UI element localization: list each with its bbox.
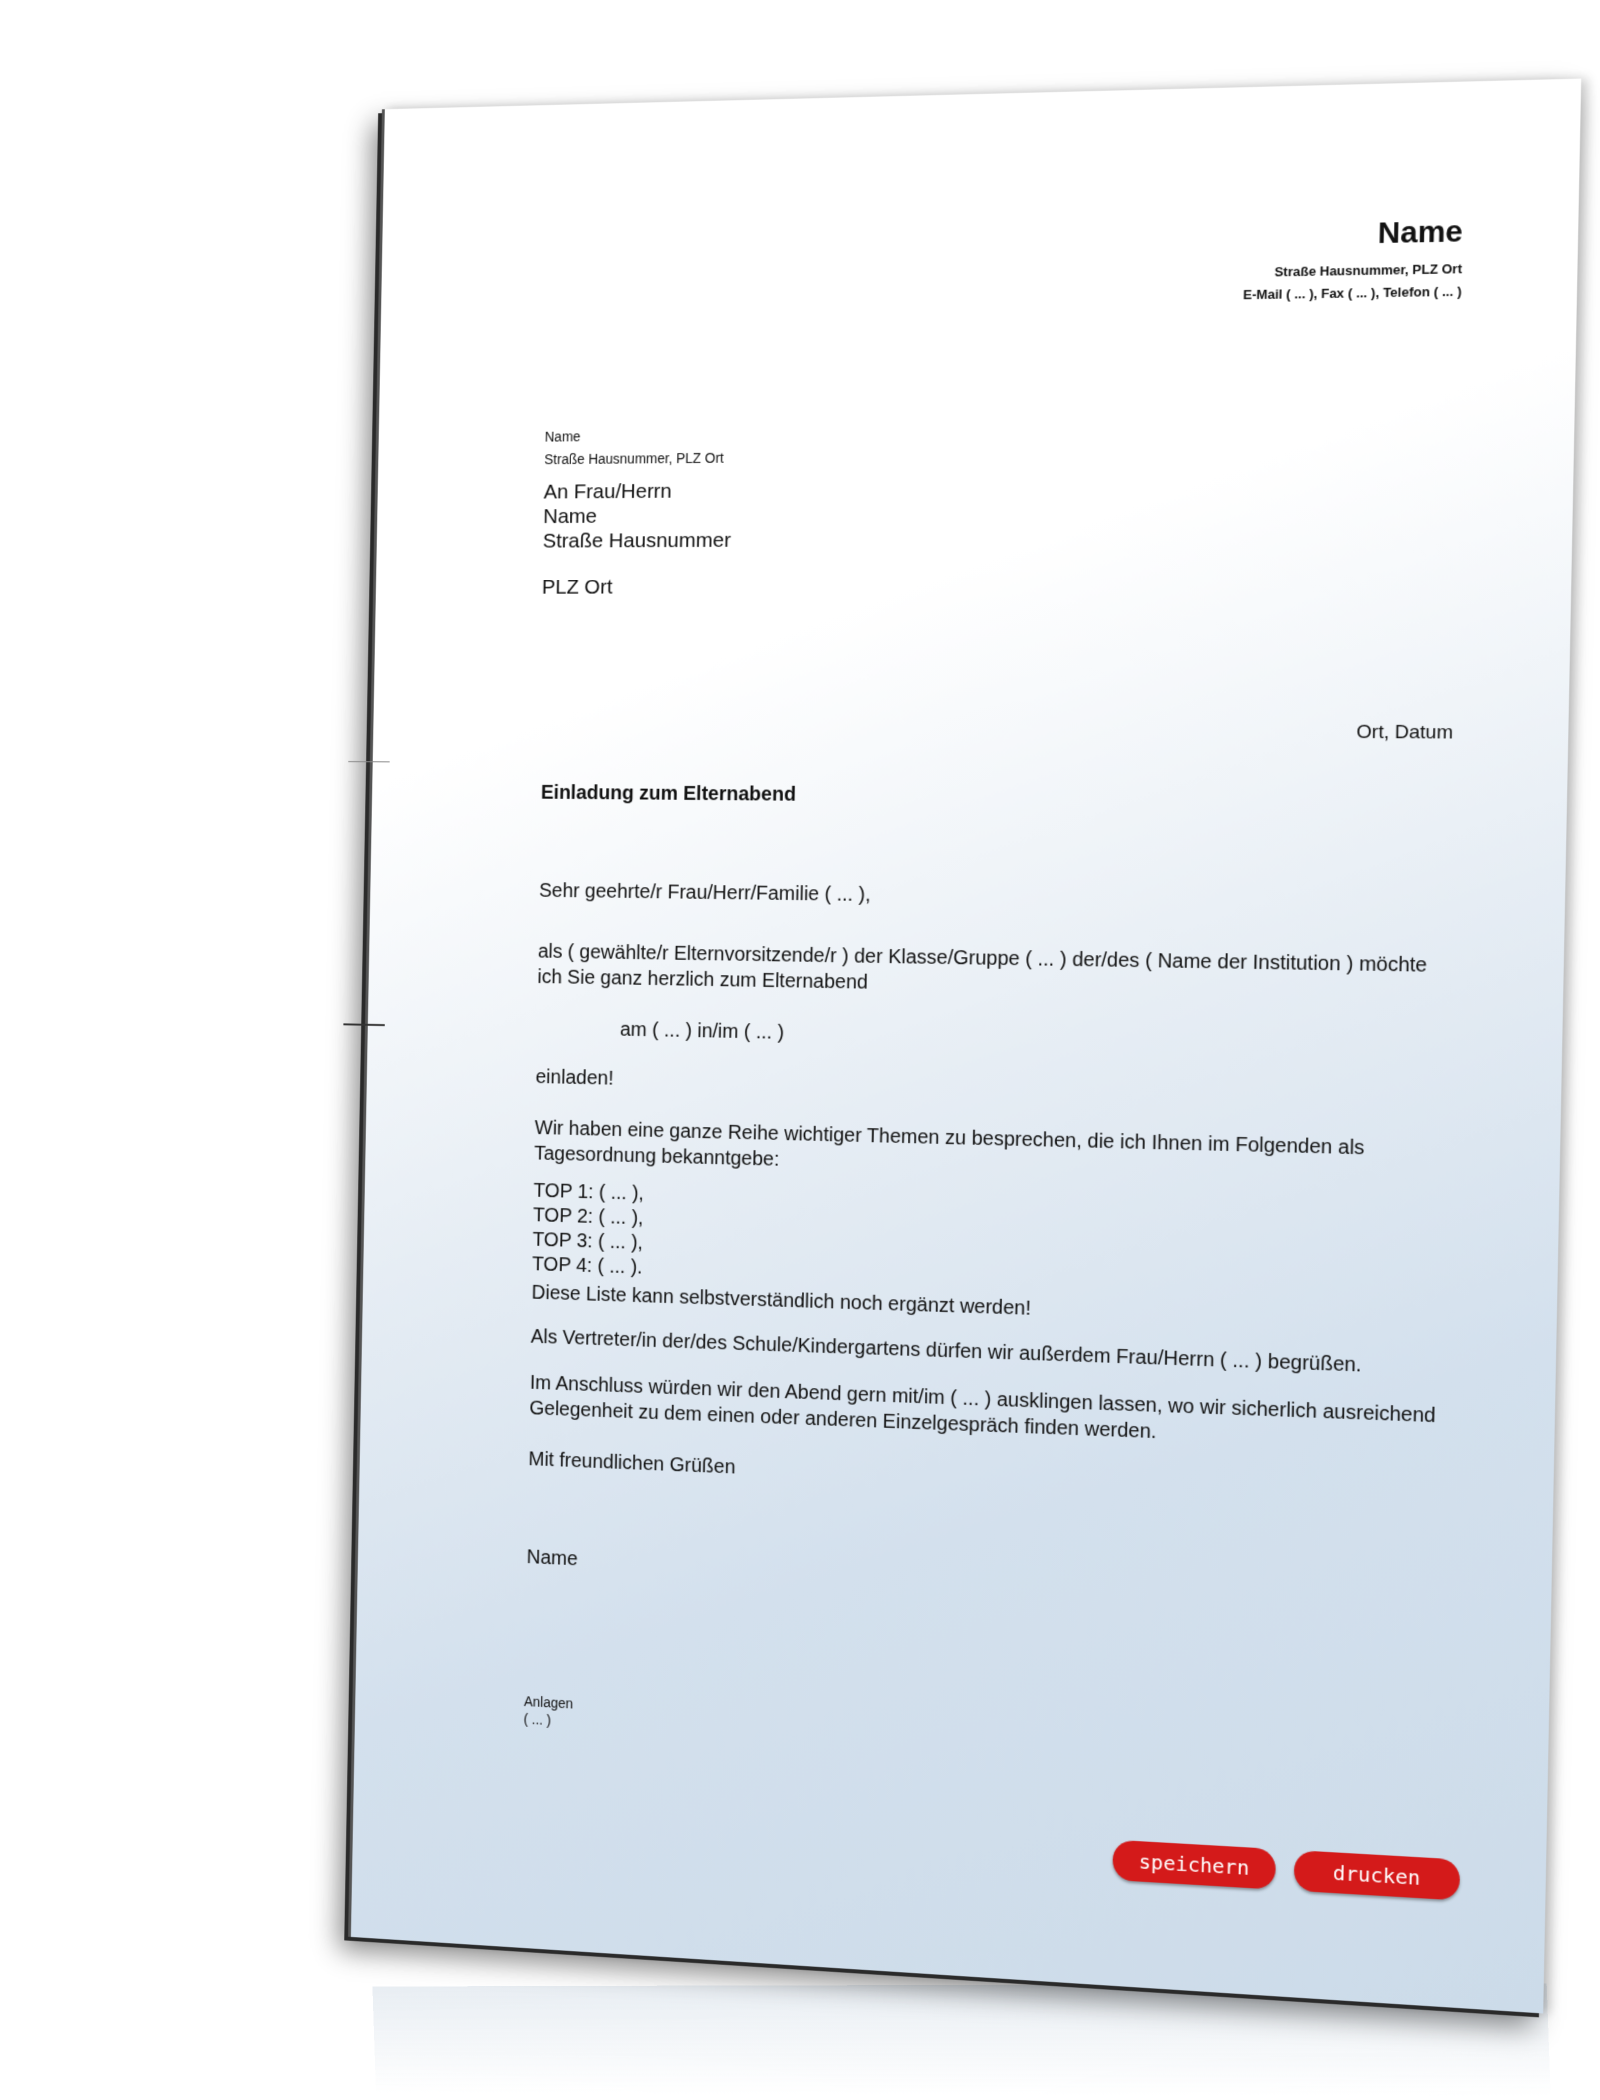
save-button[interactable]: speichern <box>1112 1840 1276 1890</box>
sender-name: Name <box>1377 214 1464 251</box>
print-button[interactable]: drucken <box>1294 1850 1460 1900</box>
event-date-place: am ( ... ) in/im ( ... ) <box>619 1018 785 1044</box>
agenda-item: TOP 2: ( ... ), <box>532 1204 644 1230</box>
agenda-item: TOP 1: ( ... ), <box>533 1179 645 1205</box>
subject-line: Einladung zum Elternabend <box>540 781 797 806</box>
agenda-list <box>532 1179 644 1280</box>
extend-note: Diese Liste kann selbstverständlich noch ergänzt werden! <box>531 1281 1032 1320</box>
sender-address: Straße Hausnummer, PLZ Ort <box>1274 260 1463 280</box>
letter-page <box>348 79 1581 2014</box>
salutation: Sehr geehrte/r Frau/Herr/Familie ( ... ), <box>538 880 871 906</box>
fold-mark <box>348 761 389 762</box>
return-address-name: Name <box>544 428 581 445</box>
agenda-item: TOP 3: ( ... ), <box>532 1228 644 1254</box>
recipient-line-1: An Frau/Herrn <box>543 479 672 504</box>
closing-plan-paragraph: Im Anschluss würden wir den Abend gern mit/im ( ... ) ausklingen lassen, wo wir sicherlich ausreichend Gelegenheit zu dem einen oder anderen Einzelgespräch finden werden. <box>529 1372 1436 1444</box>
recipient-city: PLZ Ort <box>541 575 613 599</box>
closing-phrase: Mit freundlichen Grüßen <box>528 1448 736 1479</box>
sender-contact: E-Mail ( ... ), Fax ( ... ), Telefon ( ... ) <box>1243 283 1462 303</box>
date-line: Ort, Datum <box>1356 721 1454 744</box>
punch-mark <box>343 1023 384 1026</box>
signature-name: Name <box>526 1546 578 1571</box>
recipient-line-3: Straße Hausnummer <box>542 528 732 553</box>
intro-paragraph: als ( gewählte/r Elternvorsitzende/r ) der Klasse/Gruppe ( ... ) der/des ( Name der Institution ) möchte ich Sie ganz herzlich zum Elternabend <box>537 940 1428 994</box>
invite-end: einladen! <box>535 1066 614 1090</box>
enclosures-value: ( ... ) <box>523 1710 552 1729</box>
return-address-line: Straße Hausnummer, PLZ Ort <box>544 449 724 468</box>
recipient-block <box>543 478 733 553</box>
themes-paragraph: Wir haben eine ganze Reihe wichtiger Themen zu besprechen, die ich Ihnen im Folgenden als Tagesordnung bekanntgebe: <box>534 1117 1365 1171</box>
agenda-item: TOP 4: ( ... ). <box>531 1253 643 1279</box>
recipient-line-2: Name <box>543 505 598 528</box>
guest-note: Als Vertreter/in der/des Schule/Kindergartens dürfen wir außerdem Frau/Herrn ( ... ) begrüßen. <box>530 1325 1362 1377</box>
enclosures-label: Anlagen <box>523 1693 574 1712</box>
